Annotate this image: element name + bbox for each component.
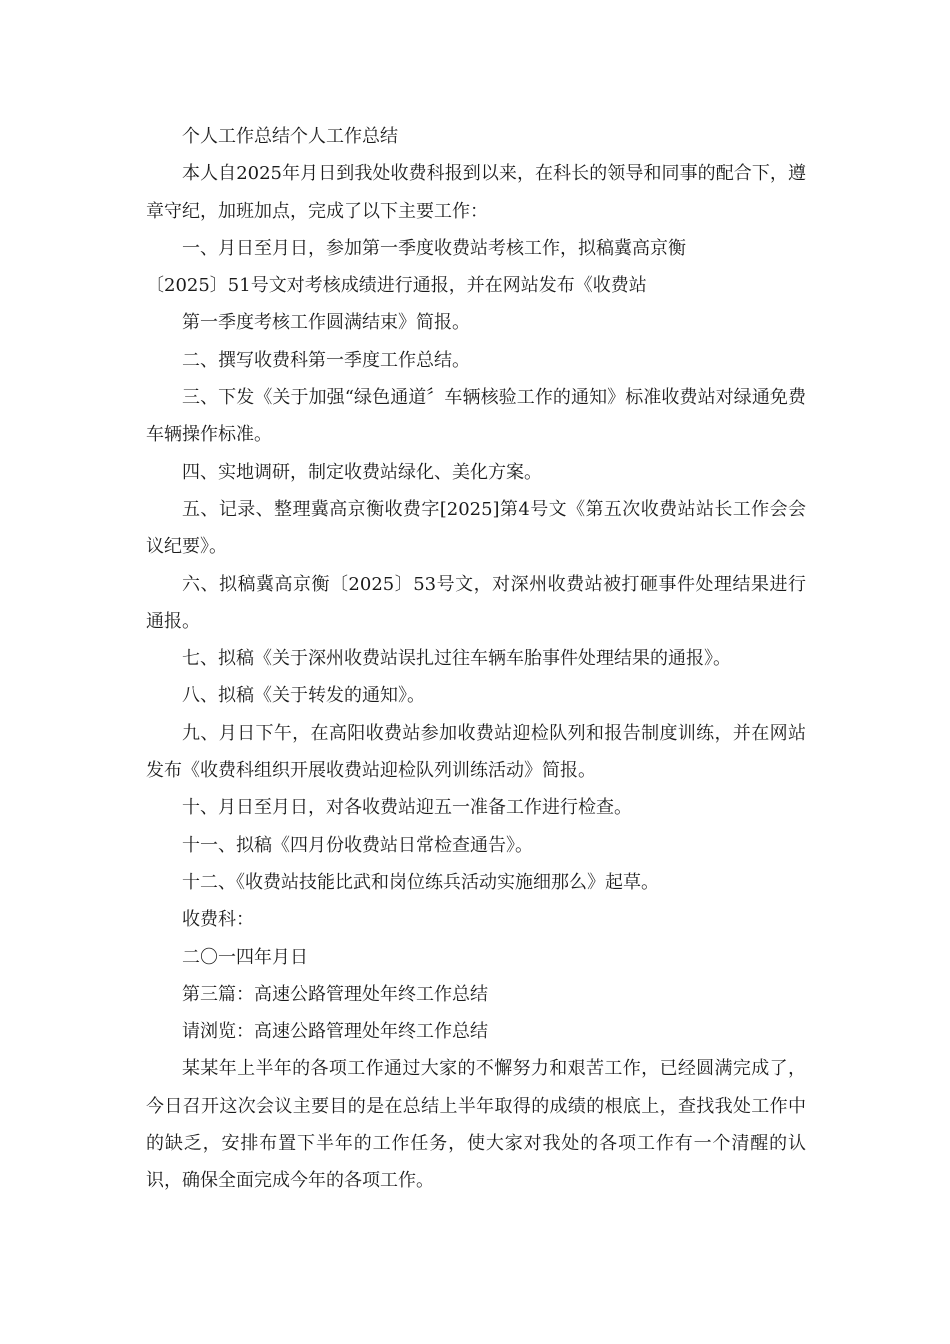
- intro-paragraph: 本人自2025年月日到我处收费科报到以来，在科长的领导和同事的配合下，遵章守纪，加班加点，完成了以下主要工作：: [146, 163, 806, 222]
- item-1-line-1: 一、月日至月日，参加第一季度收费站考核工作，拟稿冀高京衡: [182, 237, 686, 259]
- item-1-line-3: 第一季度考核工作圆满结束》简报。: [182, 312, 470, 334]
- item-9: 九、月日下午，在高阳收费站参加收费站迎检队列和报告制度训练，并在网站发布《收费科组织开展收费站迎检队列训练活动》简报。: [146, 722, 806, 782]
- signature-department: 收费科：: [182, 909, 254, 931]
- browse-line: 请浏览：高速公路管理处年终工作总结: [182, 1021, 488, 1043]
- item-10: 十、月日至月日，对各收费站迎五一准备工作进行检查。: [182, 797, 632, 819]
- item-8: 八、拟稿《关于转发的通知》。: [182, 685, 425, 707]
- item-12: 十二、《收费站技能比武和岗位练兵活动实施细那么》起草。: [182, 871, 659, 893]
- document-body: [146, 118, 806, 1200]
- item-3: 三、下发《关于加强“绿色通道〞车辆核验工作的通知》标准收费站对绿通免费车辆操作标准。: [146, 387, 806, 446]
- document-title: 个人工作总结个人工作总结: [182, 126, 398, 147]
- item-4: 四、实地调研，制定收费站绿化、美化方案。: [182, 461, 542, 483]
- section-3-paragraph: 某某年上半年的各项工作通过大家的不懈努力和艰苦工作，已经圆满完成了，今日召开这次会议主要目的是在总结上半年取得的成绩的根底上，查找我处工作中的缺乏，安排布置下半年的工作任务，使大家对我处的各项工作有一个清醒的认识，确保全面完成今年的各项工作。: [146, 1058, 806, 1192]
- signature-date: 二〇一四年月日: [182, 946, 308, 968]
- item-5: 五、记录、整理冀高京衡收费字[2025]第4号文《第五次收费站站长工作会会议纪要》。: [146, 498, 806, 558]
- item-6: 六、拟稿冀高京衡〔2025〕53号文，对深州收费站被打砸事件处理结果进行通报。: [146, 573, 806, 632]
- item-11: 十一、拟稿《四月份收费站日常检查通告》。: [182, 834, 533, 856]
- item-7: 七、拟稿《关于深州收费站误扎过往车辆车胎事件处理结果的通报》。: [182, 648, 731, 670]
- item-1-line-2: 〔2025〕51号文对考核成绩进行通报，并在网站发布《收费站: [146, 275, 647, 297]
- section-3-title: 第三篇：高速公路管理处年终工作总结: [182, 983, 488, 1005]
- item-2: 二、撰写收费科第一季度工作总结。: [182, 349, 470, 371]
